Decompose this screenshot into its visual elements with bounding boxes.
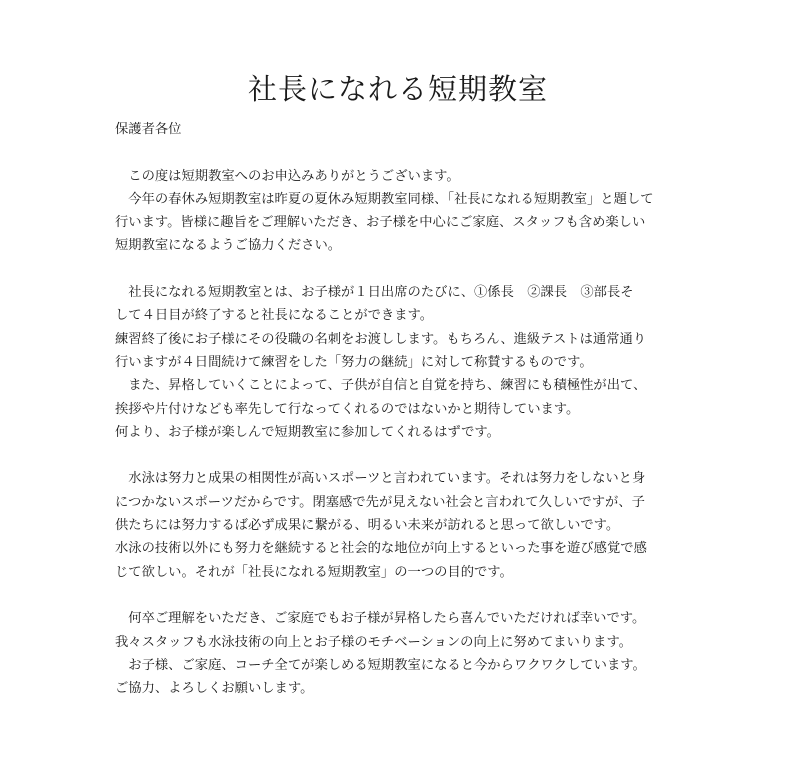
text-line: 水泳は努力と成果の相関性が高いスポーツと言われています。それは努力をしないと身	[115, 471, 646, 487]
text-line: につかないスポーツだからです。閉塞感で先が見えない社会と言われて久しいですが、子	[115, 494, 645, 510]
paragraph-spacer	[115, 444, 687, 467]
text-line: この度は短期教室へのお申込みありがとうございます。	[115, 168, 460, 184]
text-line: 練習終了後にお子様にその役職の名刺をお渡しします。もちろん、進級テストは通常通り	[115, 331, 647, 347]
text-line: じて欲しい。それが「社長になれる短期教室」の一つの目的です。	[115, 564, 513, 580]
paragraph-closing	[115, 607, 687, 700]
text-line: 水泳の技術以外にも努力を継続すると社会的な地位が向上するといった事を遊び感覚で感	[115, 541, 647, 557]
paragraph-spacer	[115, 141, 687, 164]
text-line: お子様、ご家庭、コーチ全てが楽しめる短期教室になると今からワクワクしています。	[115, 657, 646, 673]
text-line: して４日目が終了すると社長になることができます。	[115, 308, 434, 324]
text-line: 行います。皆様に趣旨をご理解いただき、お子様を中心にご家庭、スタッフも含め楽しい	[115, 215, 646, 231]
text-line: 何卒ご理解をいただき、ご家庭でもお子様が昇格したら喜んでいただければ幸いです。	[115, 611, 646, 627]
text-line: また、昇格していくことによって、子供が自信と自覚を持ち、練習にも積極性が出て、	[115, 378, 647, 394]
addressee: 保護者各位	[115, 122, 182, 137]
paragraph-spacer	[115, 258, 687, 281]
text-line: 何より、お子様が楽しんで短期教室に参加してくれるはずです。	[115, 424, 500, 440]
paragraph-greeting	[115, 165, 687, 258]
text-line: 供たちには努力するば必ず成果に繋がる、明るい未来が訪れると思って欲しいです。	[115, 518, 620, 534]
text-line: 行いますが４日間続けて練習をした「努力の継続」に対して称賛するものです。	[115, 354, 593, 370]
text-line: 我々スタッフも水泳技術の向上とお子様のモチベーションの向上に努めてまいります。	[115, 634, 632, 650]
text-line: 社長になれる短期教室とは、お子様が１日出席のたびに、①係長 ②課長 ③部長そ	[115, 285, 634, 301]
text-line: 短期教室になるようご協力ください。	[115, 238, 342, 254]
text-line: 今年の春休み短期教室は昨夏の夏休み短期教室同様、「社長になれる短期教室」と題して	[115, 191, 654, 207]
paragraph-spacer	[115, 584, 687, 607]
text-line: ご協力、よろしくお願いします。	[115, 681, 314, 697]
text-line: 挨拶や片付けなども率先して行なってくれるのではないかと期待しています。	[115, 401, 580, 417]
paragraph-explanation	[115, 281, 687, 444]
document-body	[115, 118, 687, 700]
document-title: 社長になれる短期教室	[247, 72, 548, 107]
paragraph-swimming	[115, 467, 687, 583]
